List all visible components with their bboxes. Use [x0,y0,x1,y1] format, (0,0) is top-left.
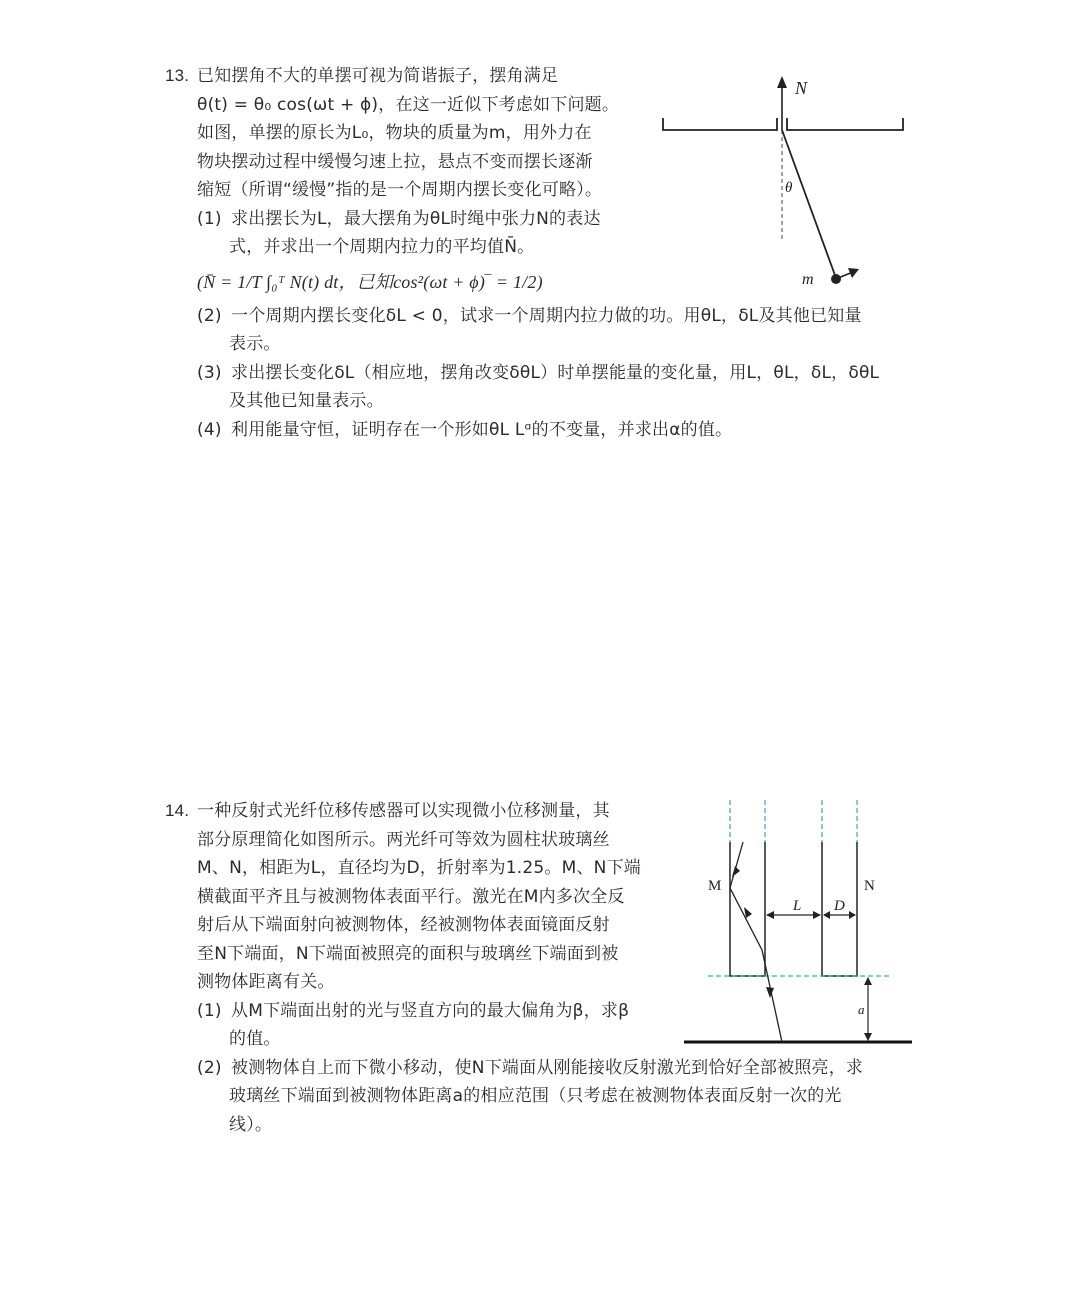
pendulum-string [782,130,836,278]
p13-q2-line-2: 表示。 [229,334,281,354]
pendulum-mass [831,274,841,284]
dimension-L-arrow-left [766,911,774,919]
fiber-sensor-figure [680,798,920,1048]
p14-intro-line-5: 射后从下端面射向被测物体，经被测物体表面镜面反射 [197,915,610,935]
p13-intro-line-4: 物块摆动过程中缓慢匀速上拉，悬点不变而摆长逐渐 [197,151,593,172]
p13-q2-line-1: (2) 一个周期内摆长变化δL < 0，试求一个周期内拉力做的功。用θL，δL及其他已知量 [165,302,879,331]
pendulum-figure [655,68,915,298]
p14-number: 14. [165,801,190,820]
p13-q4-line-1: (4) 利用能量守恒，证明存在一个形如θL Lᵅ的不变量，并求出α的值。 [165,416,879,445]
p14-intro-line-6: 至N下端面，N下端面被照亮的面积与玻璃丝下端面到被 [197,943,619,964]
p13-intro-line-3: 如图，单摆的原长为L₀，物块的质量为m，用外力在 [197,123,592,143]
p13-q4-label: (4) [197,419,222,440]
label-theta: θ [785,180,793,196]
tension-arrow-head [777,76,787,88]
p13-q1-line-2: 式，并求出一个周期内拉力的平均值N̄。 [229,237,535,257]
label-a: a [858,1002,865,1017]
dimension-D-arrow-right [849,911,856,919]
dimension-L-arrow-right [813,911,821,919]
dimension-D-arrow-left [823,911,830,919]
p13-q1-label: (1) [197,208,222,229]
dimension-a-arrow-bottom [864,1033,872,1041]
p13-q1-line-1: (1) 求出摆长为L，最大摆角为θL时绳中张力N的表达 [165,205,879,234]
p14-q1-line-1: (1) 从M下端面出射的光与竖直方向的最大偏角为β，求β [165,997,863,1026]
p14-q2-line-3: 线）。 [229,1114,273,1135]
p13-intro-line-1: 13. 已知摆角不大的单摆可视为简谐振子，摆角满足 [165,62,879,91]
p14-intro-line-2: 部分原理简化如图所示。两光纤可等效为圆柱状玻璃丝 [197,829,610,850]
fiber-M [730,842,765,976]
p14-intro-line-7: 测物体距离有关。 [197,972,335,992]
p13-intro-line-5: 缩短（所谓“缓慢”指的是一个周期内摆长变化可略）。 [197,180,603,200]
p14-q1-line-2: 的值。 [229,1029,281,1049]
p14-q2-line-2: 玻璃丝下端面到被测物体距离a的相应范围（只考虑在被测物体表面反射一次的光 [229,1086,842,1106]
p13-q3-label: (3) [197,362,222,383]
ceiling-right [787,118,903,130]
label-M: M [708,878,722,894]
p14-q2-line-1: (2) 被测物体自上而下微小移动，使N下端面从刚能接收反射激光到恰好全部被照亮，求 [165,1054,863,1083]
dimension-a-arrow-top [864,977,872,985]
label-m: m [802,271,814,288]
ray-arrow-1 [732,866,740,877]
ray-arrow-3 [766,987,774,998]
label-N: N [864,878,875,894]
label-N: N [795,78,808,98]
p14-intro-line-1: 14. 一种反射式光纤位移传感器可以实现微小位移测量，其 [165,797,863,826]
p13-q3-line-1: (3) 求出摆长变化δL（相应地，摆角改变δθL）时单摆能量的变化量，用L，θL，δL，δθL [165,359,879,388]
p13-intro-line-2: θ(t) = θ₀ cos(ωt + ϕ)，在这一近似下考虑如下问题。 [197,94,620,115]
p13-formula-text: (N̄ = 1/T ∫₀ᵀ N(t) dt，已知cos²(ωt + ϕ)‾ = 1/2) [197,271,543,292]
label-L: L [793,898,802,914]
p14-q1-label: (1) [197,1000,222,1021]
p14-intro-line-3: M、N，相距为L，直径均为D，折射率为1.25。M、N下端 [197,858,641,878]
p13-q3-line-2: 及其他已知量表示。 [229,391,384,411]
p13-q2-label: (2) [197,305,222,326]
label-D: D [834,898,845,914]
p14-q2-label: (2) [197,1057,222,1078]
ceiling-left [663,118,777,130]
p13-number: 13. [165,66,190,85]
p14-intro-line-4: 横截面平齐且与被测物体表面平行。激光在M内多次全反 [197,886,625,907]
